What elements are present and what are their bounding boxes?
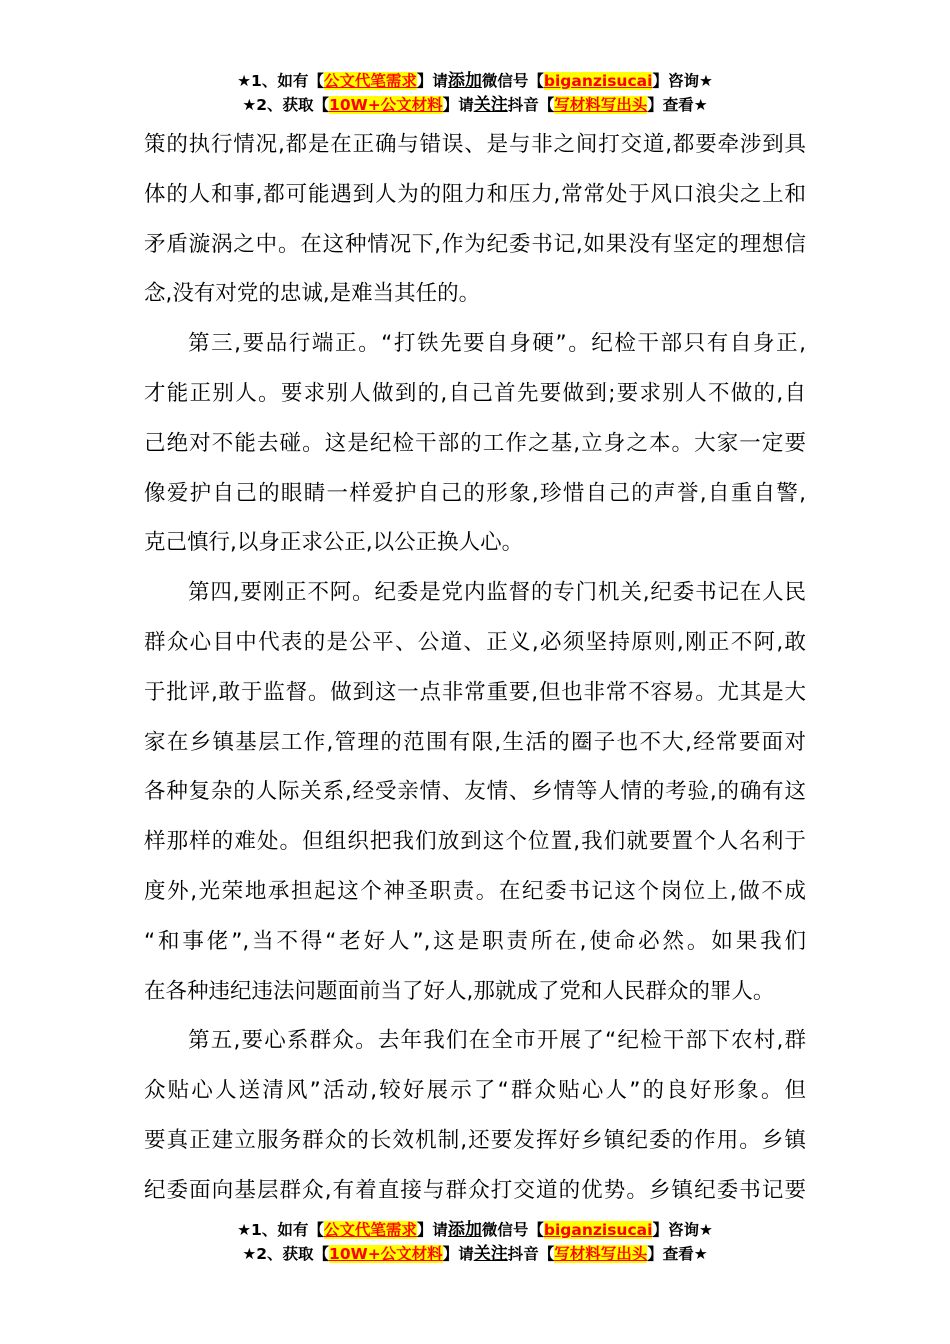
highlight-text: 公文代笔需求 (323, 1221, 417, 1239)
text-line: 策的执行情况,都是在正确与错误、是与非之间打交道,都要牵涉到具 (144, 132, 806, 157)
text-line: 在各种违纪违法问题面前当了好人,那就成了党和人民群众的罪人。 (144, 978, 775, 1004)
text-line: 众贴心人送清风”活动,较好展示了“群众贴心人”的良好形象。但 (144, 1078, 806, 1104)
banner-text: ★1、如有【 (237, 1221, 324, 1239)
banner-text: 抖音【 (507, 1245, 555, 1263)
banner-text: 微信号【 (481, 72, 544, 90)
document-body (144, 120, 806, 1216)
text-line: 才能正别人。要求别人做到的,自己首先要做到;要求别人不做的,自 (144, 380, 806, 406)
footer-banner (0, 1218, 950, 1266)
banner-line-1 (0, 69, 950, 93)
text-line: “和事佬”,当不得“老好人”,这是职责所在,使命必然。如果我们 (144, 928, 806, 954)
banner-text: 】请 (416, 1221, 448, 1239)
banner-text: ★1、如有【 (237, 72, 324, 90)
text-line: 纪委面向基层群众,有着直接与群众打交道的优势。乡镇纪委书记要 (144, 1177, 806, 1203)
douyin-account: 写材料写出头 (554, 1245, 648, 1263)
banner-line-2 (0, 93, 950, 117)
text-line: 像爱护自己的眼睛一样爱护自己的形象,珍惜自己的声誉,自重自警, (144, 480, 806, 506)
underlined-text: 关注 (473, 1244, 508, 1264)
underlined-text: 关注 (473, 95, 508, 115)
wechat-id: biganzisucai (543, 72, 653, 90)
banner-text: 】咨询★ (652, 1221, 713, 1239)
banner-text: 微信号【 (481, 1221, 544, 1239)
text-line: 己绝对不能去碰。这是纪检干部的工作之基,立身之本。大家一定要 (144, 430, 806, 456)
text-line: 念,没有对党的忠诚,是难当其任的。 (144, 281, 481, 307)
banner-text: ★2、获取【 (242, 96, 330, 114)
banner-text: 】咨询★ (652, 72, 713, 90)
text-line: 第三,要品行端正。“打铁先要自身硬”。纪检干部只有自身正, (188, 331, 806, 357)
text-line: 体的人和事,都可能遇到人为的阻力和压力,常常处于风口浪尖之上和 (144, 181, 806, 207)
banner-line-1 (0, 1218, 950, 1242)
text-line: 度外,光荣地承担起这个神圣职责。在纪委书记这个岗位上,做不成 (144, 878, 806, 904)
text-line: 家在乡镇基层工作,管理的范围有限,生活的圈子也不大,经常要面对 (144, 729, 806, 755)
text-line: 克己慎行,以身正求公正,以公正换人心。 (144, 530, 524, 556)
underlined-text: 添加 (447, 1220, 482, 1240)
text-line: 于批评,敢于监督。做到这一点非常重要,但也非常不容易。尤其是大 (144, 679, 806, 705)
wechat-id: biganzisucai (543, 1221, 653, 1239)
banner-text: 抖音【 (507, 96, 555, 114)
douyin-account: 写材料写出头 (554, 96, 648, 114)
text-line: 要真正建立服务群众的长效机制,还要发挥好乡镇纪委的作用。乡镇 (144, 1127, 806, 1153)
banner-line-2 (0, 1242, 950, 1266)
banner-text: 】请 (416, 72, 448, 90)
text-line: 样那样的难处。但组织把我们放到这个位置,我们就要置个人名利于 (144, 829, 806, 855)
banner-text: 】查看★ (647, 1245, 708, 1263)
header-banner (0, 69, 950, 117)
banner-text: 】请 (442, 1245, 474, 1263)
underlined-text: 添加 (447, 71, 482, 91)
text-line: 第五,要心系群众。去年我们在全市开展了“纪检干部下农村,群 (188, 1028, 806, 1054)
text-line: 各种复杂的人际关系,经受亲情、友情、乡情等人情的考验,的确有这 (144, 779, 806, 805)
banner-text: 】查看★ (647, 96, 708, 114)
banner-text: ★2、获取【 (242, 1245, 330, 1263)
highlight-text: 10W+公文材料 (329, 96, 443, 114)
text-line: 矛盾漩涡之中。在这种情况下,作为纪委书记,如果没有坚定的理想信 (144, 231, 806, 257)
highlight-text: 公文代笔需求 (323, 72, 417, 90)
banner-text: 】请 (442, 96, 474, 114)
text-line: 第四,要刚正不阿。纪委是党内监督的专门机关,纪委书记在人民 (188, 580, 806, 606)
highlight-text: 10W+公文材料 (329, 1245, 443, 1263)
text-line: 群众心目中代表的是公平、公道、正义,必须坚持原则,刚正不阿,敢 (144, 629, 806, 655)
